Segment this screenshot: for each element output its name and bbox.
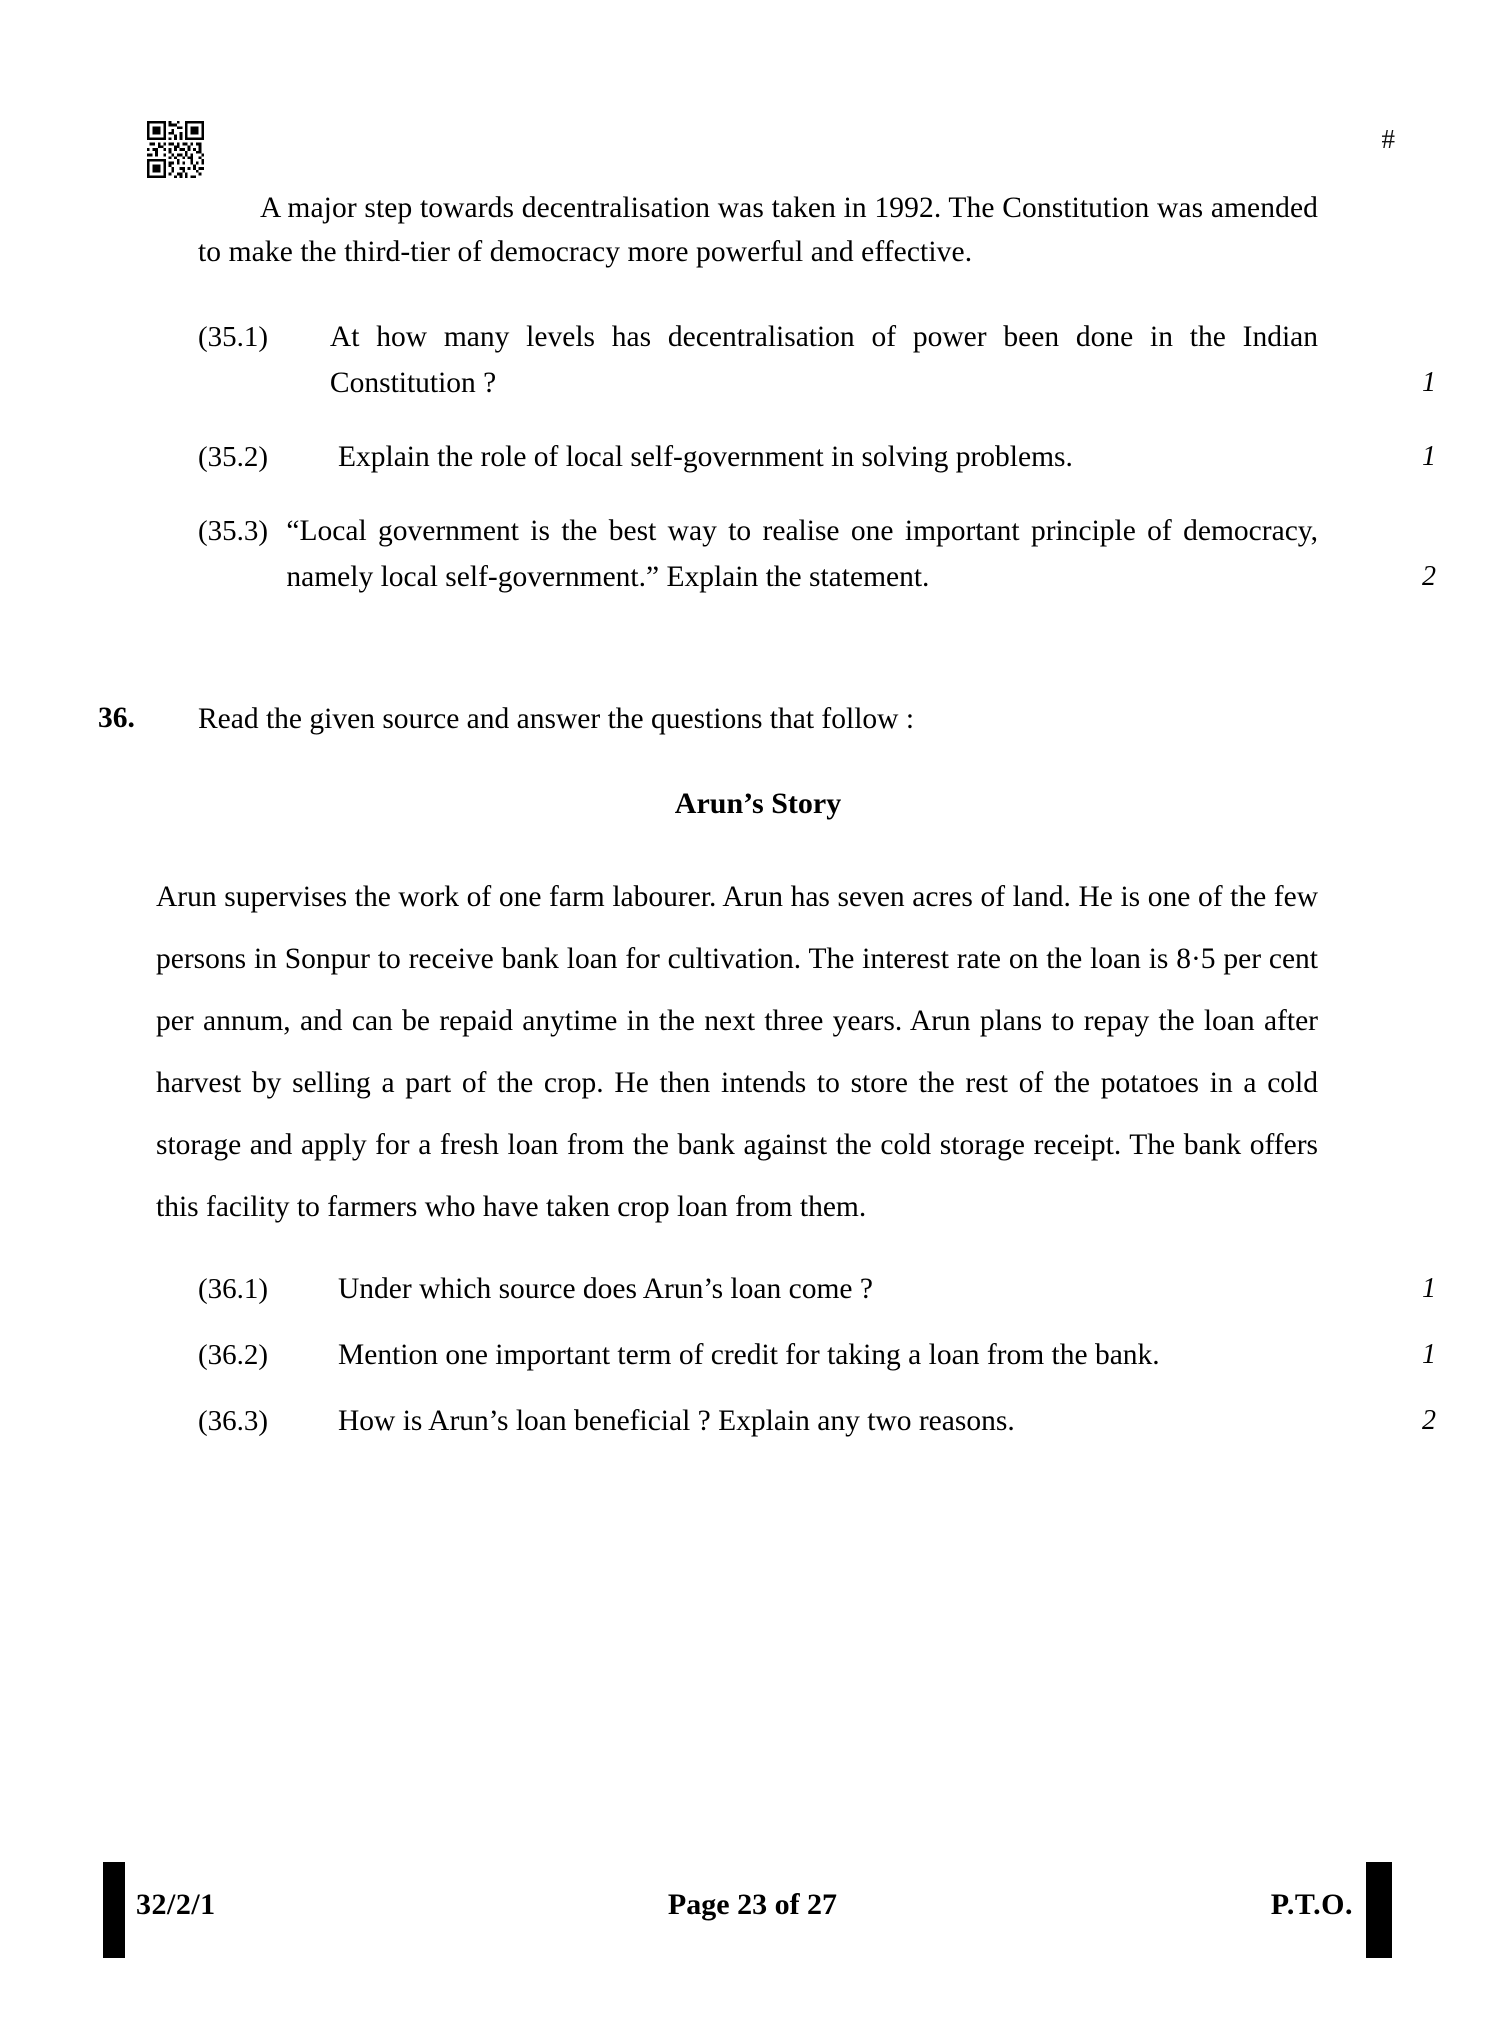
sub-question-text: Mention one important term of credit for taking a loan from the bank. xyxy=(338,1339,1160,1371)
intro-paragraph: A major step towards decentralisation was taken in 1992. The Constitution was amended to make the third-tier of democracy more powerful and effective. xyxy=(198,192,1318,268)
paper-code: 32/2/1 xyxy=(136,1888,216,1921)
sub-question-number: (35.3) xyxy=(198,515,269,547)
page-footer xyxy=(0,1862,1505,1972)
sub-question-number: (35.2) xyxy=(198,441,269,473)
marks-value: 2 xyxy=(1422,1405,1436,1436)
sub-question-number: (36.3) xyxy=(198,1405,269,1437)
sub-question-text: At how many levels has decentralisation of power been done in the Indian Constitution ? xyxy=(329,321,1318,399)
sub-question-35-1 xyxy=(198,314,1436,406)
page-number-label: Page 23 of 27 xyxy=(667,1888,838,1921)
source-text: Arun supervises the work of one farm labourer. Arun has seven acres of land. He is one of the few persons in Sonpur to receive bank loan for cultivation. The interest rate on the loan is 8·5 per cent per annum, and can be repaid anytime in the next three years. Arun plans to repay the loan after harvest by selling a part of the crop. He then intends to store the rest of the potatoes in a cold storage and apply for a fresh loan from the bank against the cold storage receipt. The bank offers this facility to farmers who have taken crop loan from them. xyxy=(156,881,1318,1223)
sub-question-text: “Local government is the best way to realise one important principle of democracy, namely local self-government.” Explain the statement. xyxy=(286,515,1318,593)
sub-question-number: (36.1) xyxy=(198,1273,269,1305)
marks-value: 1 xyxy=(1422,441,1436,472)
sub-question-36-1 xyxy=(198,1266,1436,1312)
sub-question-text: Under which source does Arun’s loan come ? xyxy=(338,1273,873,1305)
sub-question-36-3 xyxy=(198,1398,1436,1444)
turn-over-label: P.T.O. xyxy=(1270,1888,1353,1921)
marks-value: 2 xyxy=(1422,561,1436,592)
sub-question-35-2 xyxy=(198,434,1436,480)
question-36-instruction-row xyxy=(98,696,1318,742)
sub-question-text: Explain the role of local self-government in solving problems. xyxy=(338,441,1073,473)
source-title: Arun’s Story xyxy=(674,787,842,820)
sub-question-number: (35.1) xyxy=(198,321,269,353)
sub-question-number: (36.2) xyxy=(198,1339,269,1371)
corner-hash-mark: # xyxy=(1381,124,1395,154)
marks-value: 1 xyxy=(1422,1273,1436,1304)
sub-question-36-2 xyxy=(198,1332,1436,1378)
sub-question-text: How is Arun’s loan beneficial ? Explain any two reasons. xyxy=(338,1405,1015,1437)
question-36-instruction: Read the given source and answer the questions that follow : xyxy=(198,703,915,735)
question-number-36: 36. xyxy=(98,702,135,734)
qr-code-icon xyxy=(147,121,204,178)
marks-value: 1 xyxy=(1422,367,1436,398)
page-content xyxy=(98,186,1436,1444)
marks-value: 1 xyxy=(1422,1339,1436,1370)
sub-question-35-3 xyxy=(198,508,1436,600)
